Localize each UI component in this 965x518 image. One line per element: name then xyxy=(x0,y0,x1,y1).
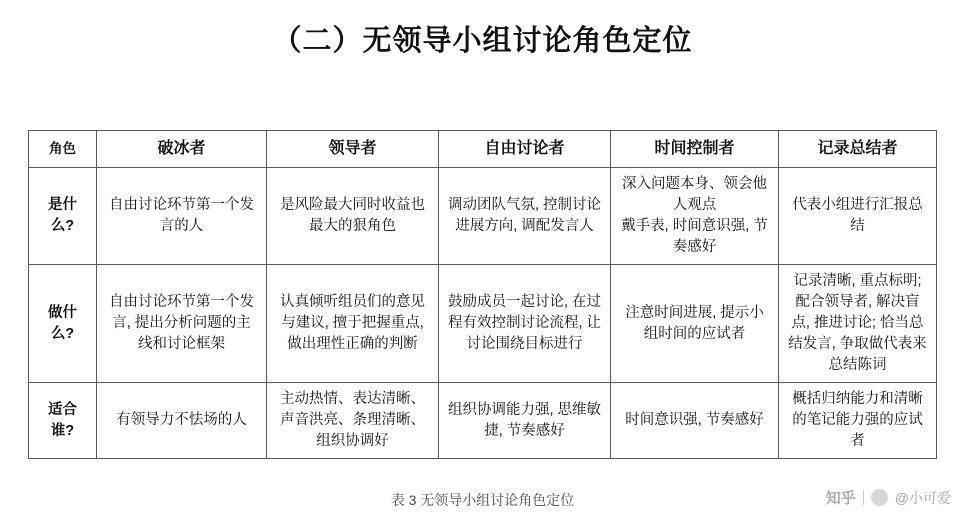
page-title: （二）无领导小组讨论角色定位 xyxy=(272,25,693,57)
cell-r2-c1: 主动热情、表达清晰、声音洪亮、条理清晰、组织协调好 xyxy=(267,383,439,459)
cell-r0-c0: 自由讨论环节第一个发言的人 xyxy=(97,168,267,265)
cell-r1-c2: 鼓励成员一起讨论, 在过程有效控制讨论流程, 让讨论围绕目标进行 xyxy=(439,265,611,383)
cell-r1-c3: 注意时间进展, 提示小组时间的应试者 xyxy=(611,265,779,383)
cell-r0-c2: 调动团队气氛, 控制讨论进展方向, 调配发言人 xyxy=(439,168,611,265)
cell-r0-c1: 是风险最大同时收益也最大的狠角色 xyxy=(267,168,439,265)
table-caption: 表 3 无领导小组讨论角色定位 xyxy=(390,492,575,508)
table-row xyxy=(29,265,937,383)
cell-r2-c4: 概括归纳能力和清晰的笔记能力强的应试者 xyxy=(779,383,937,459)
watermark-username: @小可爱 xyxy=(894,489,951,506)
cell-r1-c1: 认真倾听组员们的意见与建议, 擅于把握重点, 做出理性正确的判断 xyxy=(267,265,439,383)
cell-r0-c4: 代表小组进行汇报总结 xyxy=(779,168,937,265)
cell-r0-c3: 深入问题本身、领会他人观点 戴手表, 时间意识强, 节奏感好 xyxy=(611,168,779,265)
table-row xyxy=(29,383,937,459)
role-table-container xyxy=(28,130,936,459)
table-row xyxy=(29,168,937,265)
column-header-1: 领导者 xyxy=(267,131,439,168)
cell-r1-c4: 记录清晰, 重点标明; 配合领导者, 解决盲点, 推进讨论; 恰当总结发言, 争取做代表来总结陈词 xyxy=(779,265,937,383)
role-table xyxy=(28,130,937,459)
zhihu-logo: 知乎 xyxy=(825,490,856,507)
watermark-divider xyxy=(863,490,864,505)
cell-r1-c0: 自由讨论环节第一个发言, 提出分析问题的主线和讨论框架 xyxy=(97,265,267,383)
avatar-icon xyxy=(871,489,888,506)
cell-r2-c3: 时间意识强, 节奏感好 xyxy=(611,383,779,459)
watermark xyxy=(826,487,951,508)
table-header-row xyxy=(29,131,937,168)
column-header-2: 自由讨论者 xyxy=(439,131,611,168)
cell-r2-c0: 有领导力不怯场的人 xyxy=(97,383,267,459)
row-header-1: 做什么? xyxy=(29,265,97,383)
row-header-2: 适合谁? xyxy=(29,383,97,459)
table-corner-header: 角色 xyxy=(29,131,97,168)
column-header-4: 记录总结者 xyxy=(779,131,937,168)
column-header-0: 破冰者 xyxy=(97,131,267,168)
cell-r2-c2: 组织协调能力强, 思维敏捷, 节奏感好 xyxy=(439,383,611,459)
column-header-3: 时间控制者 xyxy=(611,131,779,168)
row-header-0: 是什么? xyxy=(29,168,97,265)
